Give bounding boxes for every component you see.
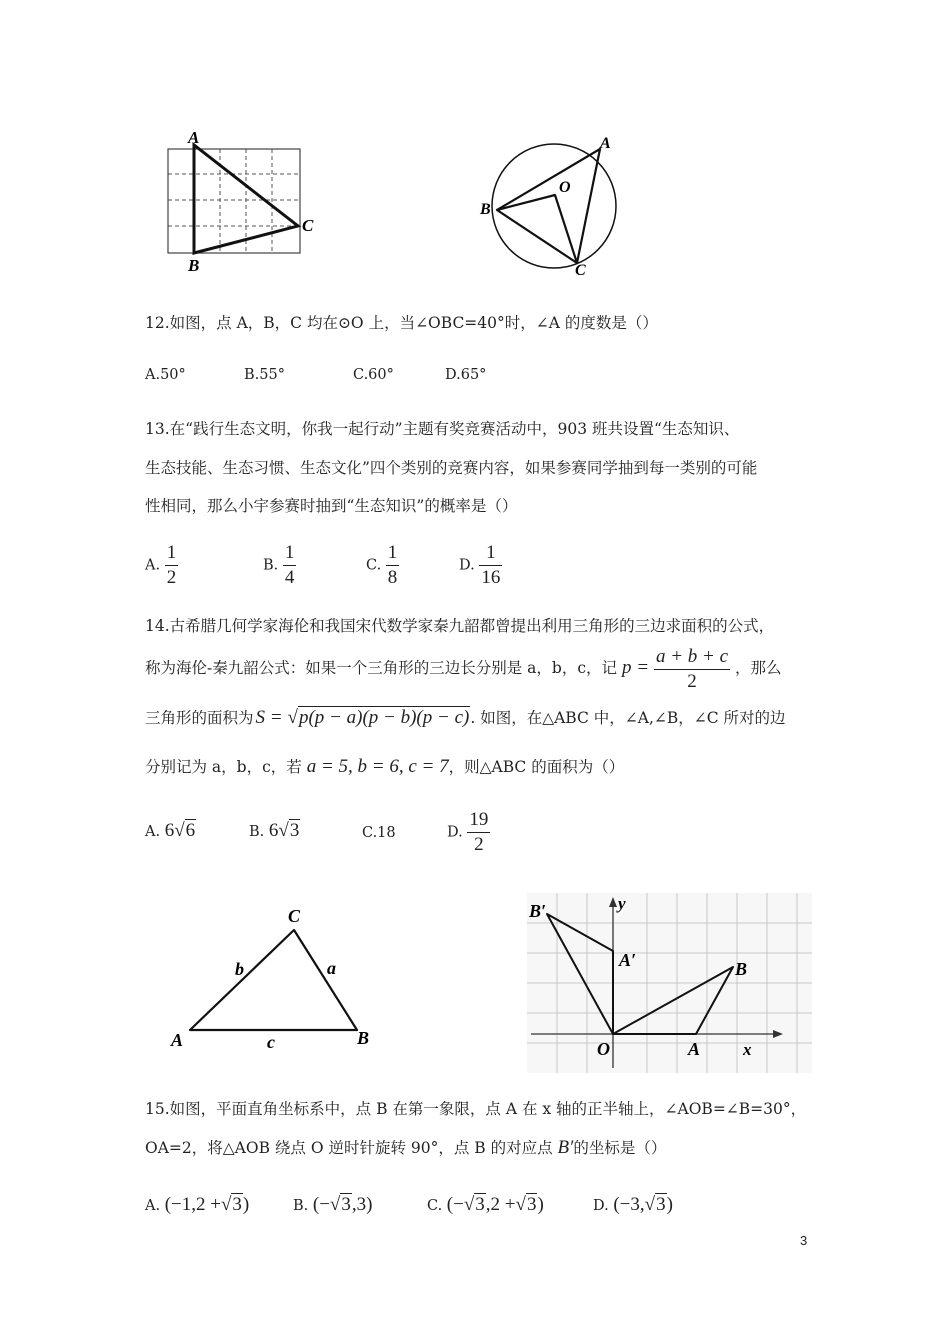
- circle-label-O: O: [559, 179, 571, 196]
- q13-option-a-fraction: [165, 543, 179, 588]
- q15-option-c: [427, 1194, 544, 1216]
- question-13-line1: 13.在“践行生态文明，你我一起行动”主题有奖竞赛活动中，903 班共设置“生态知识、: [145, 420, 740, 438]
- question-14-line1: 14.古希腊几何学家海伦和我国宋代数学家秦九韶都曾提出利用三角形的三边求面积的公式，: [145, 617, 775, 635]
- triangle-label-a: a: [327, 958, 336, 978]
- question-13-line3: 性相同，那么小宇参赛时抽到“生态知识”的概率是（）: [145, 497, 518, 515]
- q13-option-a: [145, 543, 178, 588]
- q13-option-d-fraction: [479, 543, 502, 588]
- grid-triangle-figure: [150, 125, 330, 275]
- fraction-numerator: 1: [284, 542, 295, 563]
- q14-sqrt-sign: √: [287, 707, 298, 728]
- q14-option-b: [249, 820, 300, 842]
- fraction-numerator: a + b + c: [655, 645, 729, 667]
- q15-option-c-radicand: 3: [475, 1194, 485, 1215]
- q14-line2-text: 称为海伦-秦九韶公式：如果一个三角形的三边长分别是 a，b，c，记: [145, 659, 618, 677]
- sqrt-sign: √: [644, 1194, 656, 1215]
- q13-option-d: [459, 543, 502, 588]
- q12-option-b: B.55°: [244, 367, 285, 383]
- sqrt-sign: √: [515, 1194, 526, 1215]
- q15-option-d-part2: ): [666, 1194, 673, 1215]
- fraction-denominator: 16: [481, 567, 501, 588]
- q15-option-c-part2: ,2 +: [485, 1194, 516, 1215]
- fraction-numerator: 19: [469, 809, 489, 830]
- coord-label-Aprime: A′: [619, 950, 637, 970]
- coord-label-A: A: [688, 1039, 701, 1059]
- q15-option-a-label: A.: [145, 1198, 161, 1214]
- q14-line4-text: 分别记为 a，b，c，若: [145, 758, 302, 776]
- q14-p-lhs: p =: [621, 657, 650, 678]
- q14-option-d-label: D.: [447, 824, 463, 841]
- fraction-numerator: 1: [166, 542, 177, 563]
- fraction-denominator: 4: [284, 567, 295, 588]
- coord-label-B: B: [735, 959, 748, 979]
- q15-line2-tail: 的坐标是（）: [573, 1139, 667, 1157]
- triangle-abc-figure: [165, 900, 385, 1060]
- q15-option-d: [593, 1194, 673, 1216]
- q14-option-d-fraction: [467, 810, 490, 855]
- q12-option-d: D.65°: [445, 367, 487, 383]
- grid-label-B: B: [188, 256, 200, 275]
- coordinate-figure: [527, 893, 812, 1073]
- sqrt-sign: √: [278, 820, 289, 841]
- q15-bprime: B′: [557, 1137, 574, 1158]
- sqrt-sign: √: [329, 1194, 341, 1215]
- q15-option-b-label: B.: [293, 1198, 309, 1214]
- q15-option-c-part1: (−: [446, 1194, 464, 1215]
- q13-option-b-label: B.: [263, 557, 279, 574]
- question-13-line2: 生态技能、生态习惯、生态文化”四个类别的竞赛内容，如果参赛同学抽到每一类别的可能: [145, 459, 758, 477]
- q15-option-a-radicand: 3: [232, 1194, 242, 1215]
- q14-option-a: [145, 820, 196, 842]
- q13-option-a-label: A.: [145, 557, 161, 574]
- q14-line2-tail: ，那么: [734, 659, 782, 677]
- coord-label-x: x: [743, 1040, 752, 1059]
- q15-option-d-radicand: 3: [656, 1194, 666, 1215]
- coord-label-O: O: [597, 1039, 610, 1059]
- q14-p-fraction: [654, 647, 730, 692]
- fraction-denominator: 2: [166, 567, 177, 588]
- q14-option-b-radicand: 3: [289, 820, 300, 841]
- q13-option-b-fraction: [283, 543, 297, 588]
- q15-line2-text: OA=2，将△AOB 绕点 O 逆时针旋转 90°，点 B 的对应点: [145, 1139, 553, 1157]
- q14-option-a-radicand: 6: [185, 820, 196, 841]
- q15-option-d-label: D.: [593, 1198, 609, 1214]
- question-14-line3: [145, 707, 786, 729]
- q14-option-d: [447, 810, 490, 855]
- q15-option-b-part2: ,3): [351, 1194, 373, 1215]
- fraction-denominator: 2: [467, 832, 490, 855]
- triangle-label-B: B: [357, 1028, 370, 1048]
- circle-figure: [475, 130, 635, 280]
- circle-label-C: C: [575, 262, 586, 279]
- q14-s-radicand: p(p − a)(p − b)(p − c): [298, 707, 470, 728]
- q12-option-c: C.60°: [353, 367, 394, 383]
- q14-option-b-label: B.: [249, 824, 265, 840]
- q15-option-c-radicand-2: 3: [526, 1194, 537, 1215]
- question-12-text: 12.如图，点 A，B，C 均在⊙O 上，当∠OBC=40°时，∠A 的度数是（）: [145, 314, 658, 332]
- fraction-numerator: 1: [486, 542, 496, 563]
- q15-option-b: [293, 1194, 372, 1216]
- q14-option-a-coef: 6: [164, 820, 175, 841]
- circle-label-B: B: [480, 201, 491, 218]
- triangle-label-A: A: [171, 1030, 184, 1050]
- coord-label-y: y: [618, 894, 626, 913]
- q15-option-a-part1: (−1,2 +: [164, 1194, 221, 1215]
- q14-line3-text: 三角形的面积为: [145, 709, 254, 727]
- grid-label-A: A: [188, 128, 200, 147]
- q15-option-d-part1: (−3,: [613, 1194, 645, 1215]
- q15-option-c-label: C.: [427, 1198, 443, 1214]
- sqrt-sign: √: [463, 1194, 475, 1215]
- q13-option-c-fraction: [386, 543, 400, 588]
- coord-label-Bprime: B′: [529, 901, 547, 921]
- q14-option-a-label: A.: [145, 824, 161, 840]
- q15-option-b-radicand: 3: [341, 1194, 351, 1215]
- q15-option-b-part1: (−: [312, 1194, 330, 1215]
- q14-given-values: a = 5, b = 6, c = 7: [306, 756, 449, 777]
- triangle-label-c: c: [267, 1032, 275, 1052]
- question-14-line4: [145, 756, 624, 778]
- question-15-line2: [145, 1137, 666, 1159]
- page-number: 3: [800, 1233, 808, 1248]
- q14-line3-tail: . 如图，在△ABC 中，∠A,∠B，∠C 所对的边: [470, 709, 786, 727]
- q15-option-a: [145, 1194, 249, 1216]
- fraction-denominator: 2: [654, 669, 730, 692]
- circle-label-A: A: [600, 135, 611, 152]
- q13-option-c: [366, 543, 399, 588]
- fraction-denominator: 8: [387, 567, 398, 588]
- question-15-line1: 15.如图，平面直角坐标系中，点 B 在第一象限，点 A 在 x 轴的正半轴上，∠AOB=∠B=30°，: [145, 1100, 807, 1118]
- grid-label-C: C: [302, 216, 314, 235]
- triangle-label-b: b: [235, 959, 244, 979]
- fraction-numerator: 1: [387, 542, 398, 563]
- q13-option-c-label: C.: [366, 557, 382, 574]
- q15-option-a-part2: ): [242, 1194, 250, 1215]
- q13-option-b: [263, 543, 296, 588]
- sqrt-sign: √: [174, 820, 185, 841]
- q12-option-a: A.50°: [145, 367, 186, 383]
- triangle-label-C: C: [288, 906, 301, 926]
- q14-option-c: C.18: [362, 825, 396, 841]
- q14-s-lhs: S =: [255, 707, 283, 728]
- sqrt-sign: √: [220, 1194, 232, 1215]
- q15-option-c-part3: ): [537, 1194, 544, 1215]
- question-14-line2: [145, 645, 782, 692]
- q14-line4-tail: ，则△ABC 的面积为（）: [448, 758, 625, 776]
- q14-option-b-coef: 6: [268, 820, 279, 841]
- q13-option-d-label: D.: [459, 557, 475, 574]
